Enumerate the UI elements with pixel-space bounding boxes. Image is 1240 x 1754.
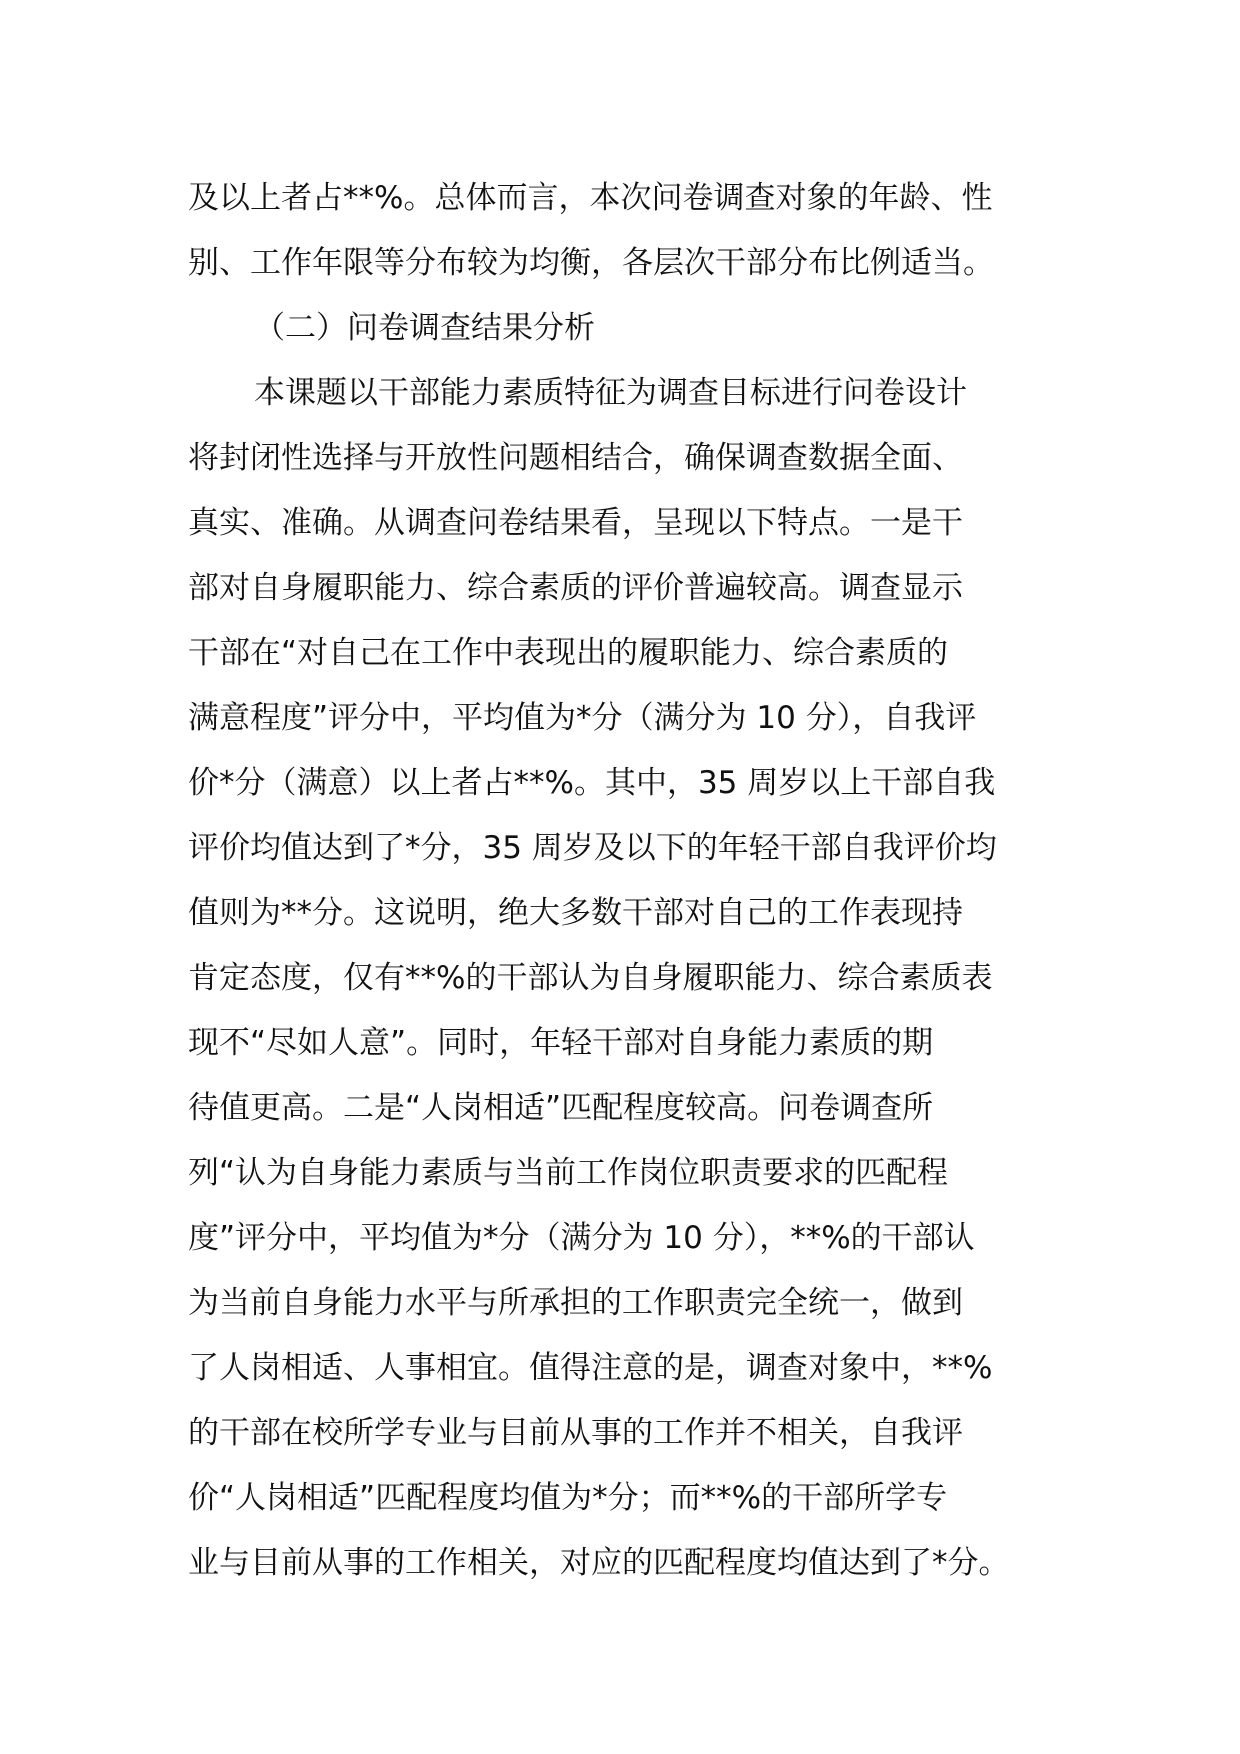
text-line: 了人岗相适、人事相宜。值得注意的是，调查对象中，**% xyxy=(188,1350,993,1386)
text-line: 将封闭性选择与开放性问题相结合，确保调查数据全面、 xyxy=(188,440,963,476)
text-line: 的干部在校所学专业与目前从事的工作并不相关，自我评 xyxy=(188,1415,963,1451)
text-line: 别、工作年限等分布较为均衡，各层次干部分布比例适当。 xyxy=(188,245,994,281)
paragraph-start: 本课题以干部能力素质特征为调查目标进行问卷设计 xyxy=(254,375,967,411)
section-heading: （二）问卷调查结果分析 xyxy=(254,310,595,346)
text-line: 及以上者占**%。总体而言，本次问卷调查对象的年龄、性 xyxy=(188,180,993,216)
text-line: 现不“尽如人意”。同时，年轻干部对自身能力素质的期 xyxy=(188,1025,934,1061)
text-line: 评价均值达到了*分，35 周岁及以下的年轻干部自我评价均 xyxy=(188,830,997,866)
text-line: 部对自身履职能力、综合素质的评价普遍较高。调查显示 xyxy=(188,570,963,606)
text-line: 干部在“对自己在工作中表现出的履职能力、综合素质的 xyxy=(188,635,949,671)
text-line: 肯定态度，仅有**%的干部认为自身履职能力、综合素质表 xyxy=(188,960,993,996)
body-text xyxy=(188,166,1068,1596)
text-line: 真实、准确。从调查问卷结果看，呈现以下特点。一是干 xyxy=(188,505,963,541)
text-line: 价*分（满意）以上者占**%。其中，35 周岁以上干部自我 xyxy=(188,765,996,801)
text-line: 满意程度”评分中，平均值为*分（满分为 10 分），自我评 xyxy=(188,700,977,736)
text-line: 业与目前从事的工作相关，对应的匹配程度均值达到了*分。 xyxy=(188,1545,1010,1581)
text-line: 为当前自身能力水平与所承担的工作职责完全统一，做到 xyxy=(188,1285,963,1321)
text-line: 度”评分中，平均值为*分（满分为 10 分），**%的干部认 xyxy=(188,1220,975,1256)
text-line: 值则为**分。这说明，绝大多数干部对自己的工作表现持 xyxy=(188,895,963,931)
text-line: 价“人岗相适”匹配程度均值为*分；而**%的干部所学专 xyxy=(188,1480,948,1516)
text-line: 列“认为自身能力素质与当前工作岗位职责要求的匹配程 xyxy=(188,1155,949,1191)
text-line: 待值更高。二是“人岗相适”匹配程度较高。问卷调查所 xyxy=(188,1090,934,1126)
